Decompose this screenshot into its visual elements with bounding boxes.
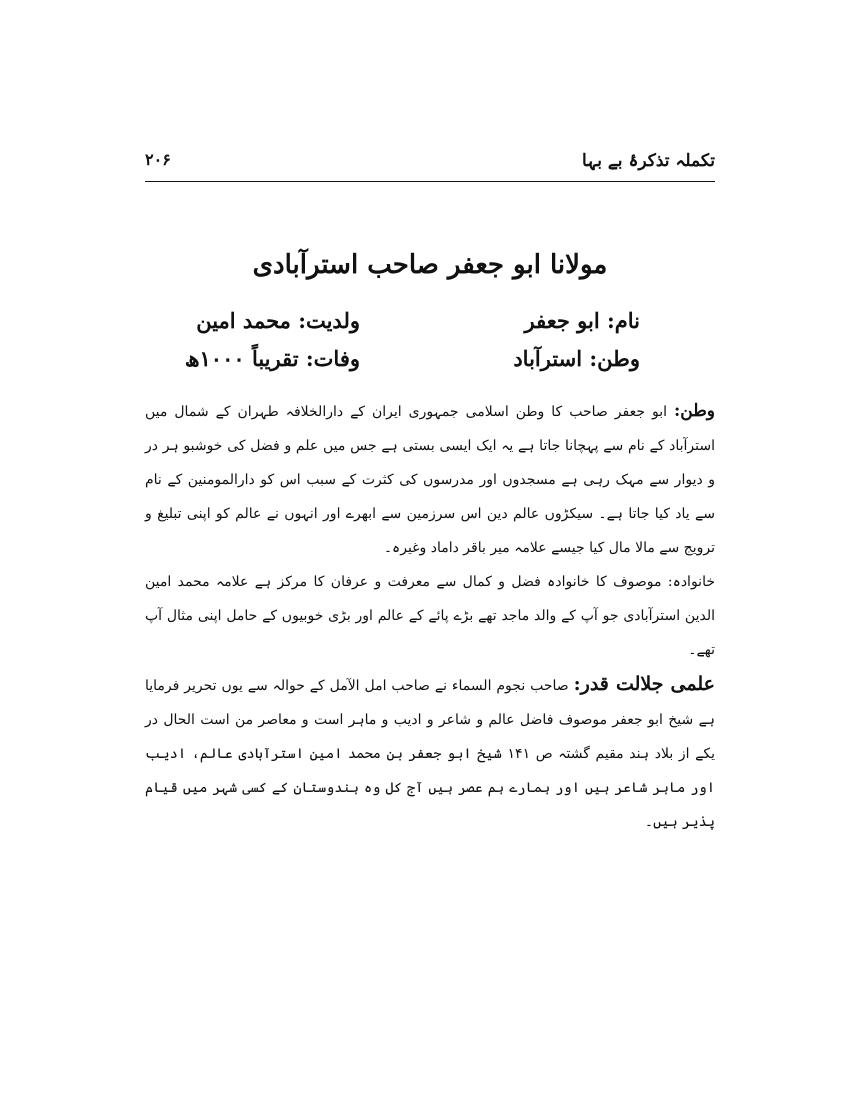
info-row-2 bbox=[145, 346, 715, 380]
paragraph-family bbox=[145, 565, 715, 667]
page-number: ۲۰۶ bbox=[145, 150, 171, 169]
body-text bbox=[145, 394, 715, 839]
paragraph-lead: علمی جلالت قدر: bbox=[573, 673, 716, 695]
homeland-field: وطن: استرآباد bbox=[513, 346, 640, 371]
section-title: مولانا ابو جعفر صاحب استرآبادی bbox=[252, 250, 608, 280]
name-field: نام: ابو جعفر bbox=[524, 308, 640, 333]
header-divider bbox=[145, 181, 715, 182]
paragraph-text: صاحب نجوم السماء نے صاحب امل الآمل کے حوالہ سے یوں تحریر فرمایا ہے شیخ ابو جعفر موصوف فاضل عالم و شاعر و ادیب و ماہر است و معاصر من است الحال در یکے از بلاد ہند مقیم گشتہ ص ۱۴۱ شیخ ابو جعفر بن محمد امین استرآبادی عالم، ادیب اور ماہر شاعر ہیں اور ہمارے ہم عصر ہیں آج کل وہ ہندوستان کے کسی شہر میں قیام پذیر ہیں۔ bbox=[145, 678, 715, 830]
paragraph-text: ابو جعفر صاحب کا وطن اسلامی جمہوری ایران کے دارالخلافہ طہران کے شمال میں استرآباد کے نام سے پہچانا جاتا ہے یہ ایک ایسی بستی ہے جس میں علم و فضل کی خوشبو ہر در و دیوار سے مہک رہی ہے مسجدوں اور مدرسوں کی کثرت کے سبب اس کو دارالمومنین کے نام سے یاد کیا جاتا ہے۔ سیکڑوں عالم دین اس سرزمین سے ابھرے اور انہوں نے عالم کو اپنی تبلیغ و ترویج سے مالا مال کیا جیسے علامہ میر باقر داماد وغیرہ۔ bbox=[145, 404, 715, 556]
paragraph-text: خانوادہ: موصوف کا خانوادہ فضل و کمال سے معرفت و عرفان کا مرکز ہے علامہ محمد امین الدین استرآبادی جو آپ کے والد ماجد تھے بڑے پائے کے عالم اور بڑی خوبیوں کے حامل اپنی مثال آپ تھے۔ bbox=[145, 574, 715, 658]
paragraph-scholarly-standing bbox=[145, 667, 715, 839]
parentage-field: ولدیت: محمد امین bbox=[196, 308, 360, 333]
book-title: تکملہ تذکرۂ بے بہا bbox=[582, 151, 715, 171]
paragraph-homeland bbox=[145, 394, 715, 565]
paragraph-lead: وطن: bbox=[674, 401, 715, 421]
info-row-1 bbox=[145, 308, 715, 342]
death-field: وفات: تقریباً ۱۰۰۰ھ bbox=[184, 346, 360, 371]
running-header bbox=[145, 150, 715, 180]
